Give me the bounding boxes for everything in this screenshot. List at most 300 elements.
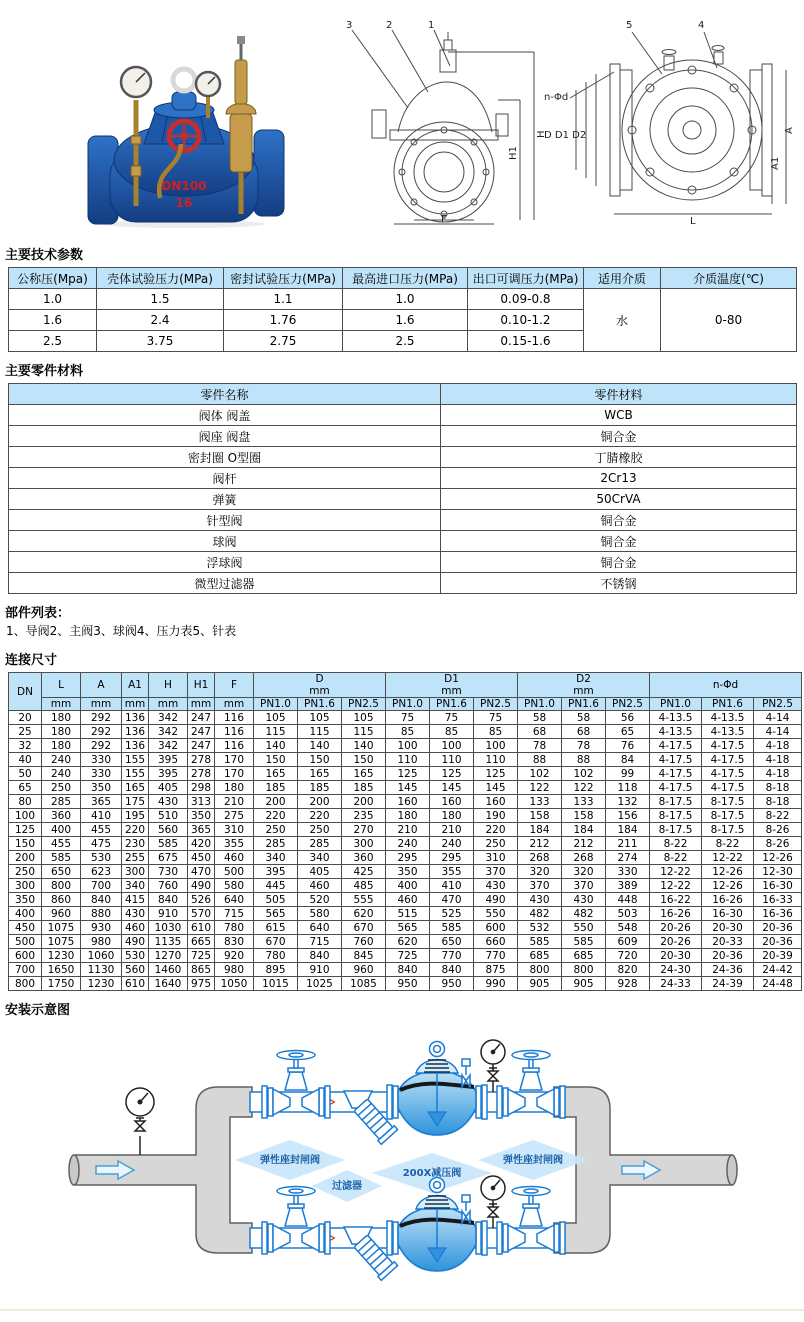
table-cell: 8-22 <box>650 837 702 851</box>
table-cell: 725 <box>386 949 430 963</box>
table-cell: 300 <box>342 837 386 851</box>
table-cell: 292 <box>81 711 122 725</box>
table-cell: 865 <box>188 963 215 977</box>
table-cell: 295 <box>386 851 430 865</box>
table-cell: 455 <box>42 837 81 851</box>
unit-header: mm <box>122 698 149 711</box>
table-cell: 133 <box>562 795 606 809</box>
table-cell: 1.0 <box>343 289 468 310</box>
table-cell: 85 <box>474 725 518 739</box>
table-cell: 610 <box>188 921 215 935</box>
table-row <box>9 921 802 935</box>
table-row <box>9 865 802 879</box>
table-cell: 780 <box>215 921 254 935</box>
table-cell: 210 <box>430 823 474 837</box>
table-cell: 389 <box>606 879 650 893</box>
table-cell: 180 <box>42 725 81 739</box>
table-cell: 840 <box>149 893 188 907</box>
table-cell: 298 <box>188 781 215 795</box>
table-cell: 80 <box>9 795 42 809</box>
table-cell: 浮球阀 <box>9 552 441 573</box>
table-row <box>9 935 802 949</box>
table-cell: 12-26 <box>702 865 754 879</box>
pressure-reducing-valve-icon <box>387 1178 487 1272</box>
table-cell: 320 <box>562 865 606 879</box>
table-cell: 180 <box>215 781 254 795</box>
table-cell: 12-26 <box>702 879 754 893</box>
table-cell: 175 <box>122 795 149 809</box>
table-cell: 980 <box>215 963 254 977</box>
table-cell: 116 <box>215 711 254 725</box>
unit-header: mm <box>42 698 81 711</box>
table-cell: 960 <box>42 907 81 921</box>
table-cell: 715 <box>215 907 254 921</box>
table-cell: 1.0 <box>9 289 97 310</box>
table-cell: 520 <box>298 893 342 907</box>
table-cell: 240 <box>430 837 474 851</box>
col-header: 零件材料 <box>441 384 797 405</box>
table-cell: 20-26 <box>650 935 702 949</box>
temp-range-cell: 0-80 <box>661 289 797 352</box>
table-cell: 330 <box>81 767 122 781</box>
table-cell: 395 <box>149 753 188 767</box>
table-cell: 170 <box>215 753 254 767</box>
table-cell: 78 <box>518 739 562 753</box>
table-cell: 铜合金 <box>441 510 797 531</box>
table-cell: 210 <box>386 823 430 837</box>
table-cell: 2.4 <box>97 310 224 331</box>
table-cell: 220 <box>298 809 342 823</box>
table-cell: 928 <box>606 977 650 991</box>
table-row <box>9 963 802 977</box>
table-cell: 485 <box>342 879 386 893</box>
table-cell: 875 <box>474 963 518 977</box>
table-cell: 4-17.5 <box>650 767 702 781</box>
table-cell: 118 <box>606 781 650 795</box>
table-cell: 12-22 <box>702 851 754 865</box>
table-cell: 730 <box>149 865 188 879</box>
table-cell: 268 <box>562 851 606 865</box>
table-cell: 116 <box>215 725 254 739</box>
table-cell: 430 <box>518 893 562 907</box>
photo-badge-dn: DN100 <box>161 179 207 193</box>
table-cell: 20-39 <box>754 949 802 963</box>
table-row <box>9 879 802 893</box>
table-cell: 490 <box>188 879 215 893</box>
callout-2: 2 <box>386 20 393 31</box>
table-cell: 180 <box>42 739 81 753</box>
table-cell: WCB <box>441 405 797 426</box>
table-cell: 450 <box>9 921 42 935</box>
table-cell: 4-14 <box>754 725 802 739</box>
table-cell: 8-26 <box>754 823 802 837</box>
table-cell: 1750 <box>42 977 81 991</box>
table-cell: 16-26 <box>650 907 702 921</box>
table-cell: 12-30 <box>754 865 802 879</box>
table-cell: 180 <box>42 711 81 725</box>
table-cell: 丁腈橡胶 <box>441 447 797 468</box>
table-cell: 532 <box>518 921 562 935</box>
table-cell: 弹簧 <box>9 489 441 510</box>
table-cell: 150 <box>342 753 386 767</box>
table-cell: 165 <box>342 767 386 781</box>
table-cell: 600 <box>474 921 518 935</box>
table-cell: 560 <box>149 823 188 837</box>
table-cell: 24-30 <box>650 963 702 977</box>
table-cell: 160 <box>430 795 474 809</box>
table-cell: 342 <box>149 739 188 753</box>
table-cell: 342 <box>149 711 188 725</box>
table-row <box>9 893 802 907</box>
table-cell: 715 <box>298 935 342 949</box>
table-cell: 32 <box>9 739 42 753</box>
table-cell: 355 <box>430 865 474 879</box>
table-cell: 565 <box>386 921 430 935</box>
table-cell: 1085 <box>342 977 386 991</box>
tech-params-title: 主要技术参数 <box>5 248 84 263</box>
table-cell: 8-22 <box>650 851 702 865</box>
label-d-d1-d2: D D1 D2 <box>544 130 587 141</box>
unit-header: mm <box>188 698 215 711</box>
installation-diagram <box>0 1022 804 1318</box>
inlet-gauge-assembly <box>126 1088 154 1155</box>
table-cell: 292 <box>81 739 122 753</box>
table-cell: 85 <box>386 725 430 739</box>
col-header: 介质温度(℃) <box>661 268 797 289</box>
photo-badge-pn: 16 <box>175 196 193 210</box>
parts-list-text: 1、导阀2、主阀3、球阀4、压力表5、针表 <box>6 624 237 638</box>
table-cell: 68 <box>562 725 606 739</box>
table-cell: 78 <box>562 739 606 753</box>
table-cell: 0.10-1.2 <box>468 310 584 331</box>
table-cell: 铜合金 <box>441 552 797 573</box>
col-header: 出口可调压力(MPa) <box>468 268 584 289</box>
valve-photo-graphic <box>60 18 310 230</box>
table-subheader-row <box>9 698 802 711</box>
table-cell: 140 <box>342 739 386 753</box>
table-cell: 620 <box>386 935 430 949</box>
table-cell: 100 <box>430 739 474 753</box>
table-cell: 100 <box>474 739 518 753</box>
table-cell: 247 <box>188 739 215 753</box>
table-cell: 99 <box>606 767 650 781</box>
table-cell: 0.15-1.6 <box>468 331 584 352</box>
table-cell: 230 <box>122 837 149 851</box>
table-cell: 155 <box>122 753 149 767</box>
table-row <box>9 289 797 310</box>
table-cell: 960 <box>342 963 386 977</box>
table-cell: 1.6 <box>9 310 97 331</box>
table-cell: 100 <box>386 739 430 753</box>
table-cell: 395 <box>254 865 298 879</box>
table-cell: 1025 <box>298 977 342 991</box>
table-cell: 24-33 <box>650 977 702 991</box>
table-cell: 3.75 <box>97 331 224 352</box>
table-cell: 165 <box>298 767 342 781</box>
table-cell: 505 <box>254 893 298 907</box>
gate-valve-label: 弹性座封闸阀 <box>260 1155 320 1167</box>
table-cell: 115 <box>342 725 386 739</box>
table-cell: 4-13.5 <box>702 711 754 725</box>
table-cell: 430 <box>474 879 518 893</box>
dim-h: H <box>536 130 547 138</box>
callout-4: 4 <box>698 20 705 31</box>
table-cell: 880 <box>81 907 122 921</box>
table-row <box>9 552 797 573</box>
table-cell: 8-17.5 <box>650 823 702 837</box>
table-cell: 920 <box>215 949 254 963</box>
right-flange <box>254 130 284 216</box>
table-cell: 8-18 <box>754 795 802 809</box>
table-cell: 150 <box>9 837 42 851</box>
table-cell: 180 <box>430 809 474 823</box>
table-cell: 895 <box>254 963 298 977</box>
table-cell: 623 <box>81 865 122 879</box>
table-cell: 420 <box>188 837 215 851</box>
table-cell: 0.09-0.8 <box>468 289 584 310</box>
table-cell: 460 <box>122 921 149 935</box>
dim-l: L <box>690 216 696 227</box>
col-header: 公称压(Mpa) <box>9 268 97 289</box>
table-cell: 150 <box>298 753 342 767</box>
table-cell: 760 <box>342 935 386 949</box>
table-row <box>9 510 797 531</box>
table-header-row <box>9 384 797 405</box>
table-row <box>9 907 802 921</box>
pn-header: PN2.5 <box>754 698 802 711</box>
materials-title: 主要零件材料 <box>5 364 84 379</box>
col-header-dn: DN <box>9 673 42 711</box>
table-cell: 8-17.5 <box>650 809 702 823</box>
table-cell: 75 <box>474 711 518 725</box>
table-cell: 微型过滤器 <box>9 573 441 594</box>
table-cell: 285 <box>42 795 81 809</box>
table-cell: 470 <box>430 893 474 907</box>
gate-valve-label: 弹性座封闸阀 <box>503 1155 563 1167</box>
table-cell: 270 <box>342 823 386 837</box>
table-cell: 球阀 <box>9 531 441 552</box>
table-cell: 20-26 <box>650 921 702 935</box>
table-cell: 8-17.5 <box>702 809 754 823</box>
table-cell: 770 <box>474 949 518 963</box>
table-cell: 155 <box>122 767 149 781</box>
table-cell: 500 <box>9 935 42 949</box>
table-cell: 910 <box>298 963 342 977</box>
table-cell: 184 <box>606 823 650 837</box>
table-cell: 275 <box>215 809 254 823</box>
table-cell: 482 <box>562 907 606 921</box>
table-cell: 68 <box>518 725 562 739</box>
table-cell: 105 <box>254 711 298 725</box>
table-cell: 20 <box>9 711 42 725</box>
top-images-row <box>0 0 804 236</box>
table-cell: 20-30 <box>650 949 702 963</box>
table-cell: 585 <box>42 851 81 865</box>
callout-5: 5 <box>626 20 633 31</box>
table-row <box>9 739 802 753</box>
table-cell: 350 <box>81 781 122 795</box>
filter-label: 过滤器 <box>332 1181 362 1193</box>
table-cell: 24-39 <box>702 977 754 991</box>
medium-cell: 水 <box>584 289 661 352</box>
table-cell: 247 <box>188 711 215 725</box>
table-cell: 1460 <box>149 963 188 977</box>
table-cell: 110 <box>386 753 430 767</box>
table-cell: 200 <box>298 795 342 809</box>
table-cell: 25 <box>9 725 42 739</box>
table-cell: 240 <box>42 767 81 781</box>
table-cell: 185 <box>342 781 386 795</box>
side-drawing-graphic <box>540 12 804 230</box>
table-cell: 640 <box>298 921 342 935</box>
table-cell: 675 <box>149 851 188 865</box>
table-cell: 515 <box>386 907 430 921</box>
table-cell: 133 <box>518 795 562 809</box>
pn-header: PN1.6 <box>562 698 606 711</box>
table-cell: 555 <box>342 893 386 907</box>
table-cell: 145 <box>474 781 518 795</box>
table-cell: 180 <box>386 809 430 823</box>
pn-header: PN1.6 <box>702 698 754 711</box>
pn-header: PN1.0 <box>518 698 562 711</box>
table-cell: 200 <box>9 851 42 865</box>
table-cell: 565 <box>254 907 298 921</box>
table-cell: 665 <box>188 935 215 949</box>
table-cell: 460 <box>298 879 342 893</box>
table-cell: 65 <box>606 725 650 739</box>
table-cell: 700 <box>81 879 122 893</box>
table-cell: 4-17.5 <box>650 739 702 753</box>
table-cell: 448 <box>606 893 650 907</box>
tech-params-table <box>8 267 797 352</box>
table-cell: 8-17.5 <box>702 795 754 809</box>
table-cell: 4-17.5 <box>702 739 754 753</box>
table-row <box>9 489 797 510</box>
table-cell: 800 <box>9 977 42 991</box>
product-photo <box>60 18 310 234</box>
table-cell: 525 <box>430 907 474 921</box>
table-cell: 560 <box>122 963 149 977</box>
table-cell: 184 <box>562 823 606 837</box>
table-cell: 548 <box>606 921 650 935</box>
table-cell: 530 <box>122 949 149 963</box>
table-cell: 450 <box>188 851 215 865</box>
table-cell: 425 <box>342 865 386 879</box>
table-cell: 1075 <box>42 921 81 935</box>
table-cell: 16-22 <box>650 893 702 907</box>
dim-f: F <box>441 214 447 225</box>
table-cell: 50 <box>9 767 42 781</box>
table-row <box>9 949 802 963</box>
table-cell: 185 <box>254 781 298 795</box>
table-cell: 85 <box>430 725 474 739</box>
table-cell: 20-36 <box>702 949 754 963</box>
table-cell: 12-26 <box>754 851 802 865</box>
table-cell: 355 <box>215 837 254 851</box>
table-cell: 1.6 <box>343 310 468 331</box>
table-cell: 76 <box>606 739 650 753</box>
table-cell: 铜合金 <box>441 426 797 447</box>
table-cell: 445 <box>254 879 298 893</box>
table-cell: 350 <box>9 893 42 907</box>
table-cell: 160 <box>474 795 518 809</box>
table-header-row <box>9 268 797 289</box>
table-cell: 阀体 阀盖 <box>9 405 441 426</box>
table-cell: 1650 <box>42 963 81 977</box>
table-cell: 115 <box>254 725 298 739</box>
table-cell: 350 <box>386 865 430 879</box>
table-cell: 313 <box>188 795 215 809</box>
table-cell: 4-18 <box>754 753 802 767</box>
table-cell: 475 <box>81 837 122 851</box>
table-cell: 200 <box>342 795 386 809</box>
table-cell: 1640 <box>149 977 188 991</box>
table-cell: 430 <box>562 893 606 907</box>
table-cell: 580 <box>215 879 254 893</box>
table-cell: 1.5 <box>97 289 224 310</box>
table-row <box>9 781 802 795</box>
table-cell: 密封圈 O型圈 <box>9 447 441 468</box>
col-header: H <box>149 673 188 698</box>
table-cell: 102 <box>562 767 606 781</box>
table-cell: 阀座 阀盘 <box>9 426 441 447</box>
col-header: 适用介质 <box>584 268 661 289</box>
table-cell: 铜合金 <box>441 531 797 552</box>
table-cell: 503 <box>606 907 650 921</box>
table-cell: 136 <box>122 711 149 725</box>
table-cell: 300 <box>9 879 42 893</box>
table-cell: 220 <box>254 809 298 823</box>
table-cell: 250 <box>9 865 42 879</box>
table-row <box>9 573 797 594</box>
table-cell: 860 <box>42 893 81 907</box>
table-row <box>9 823 802 837</box>
col-header: 零件名称 <box>9 384 441 405</box>
table-cell: 405 <box>149 781 188 795</box>
col-header: 壳体试验压力(MPa) <box>97 268 224 289</box>
group-header-D1: D1 mm <box>386 673 518 698</box>
table-cell: 400 <box>386 879 430 893</box>
table-cell: 122 <box>518 781 562 795</box>
table-cell: 320 <box>518 865 562 879</box>
table-cell: 490 <box>474 893 518 907</box>
table-cell: 16-30 <box>702 907 754 921</box>
table-cell: 410 <box>430 879 474 893</box>
table-cell: 430 <box>149 795 188 809</box>
table-cell: 1130 <box>81 963 122 977</box>
table-cell: 140 <box>254 739 298 753</box>
unit-header: mm <box>215 698 254 711</box>
pn-header: PN2.5 <box>606 698 650 711</box>
unit-header: mm <box>81 698 122 711</box>
pn-header: PN1.6 <box>298 698 342 711</box>
table-cell: 609 <box>606 935 650 949</box>
table-cell: 88 <box>562 753 606 767</box>
table-cell: 158 <box>562 809 606 823</box>
table-cell: 342 <box>149 725 188 739</box>
table-cell: 250 <box>254 823 298 837</box>
table-cell: 185 <box>298 781 342 795</box>
table-cell: 405 <box>298 865 342 879</box>
table-cell: 12-22 <box>650 865 702 879</box>
col-header: F <box>215 673 254 698</box>
table-cell: 980 <box>81 935 122 949</box>
table-cell: 75 <box>430 711 474 725</box>
materials-table <box>8 383 797 594</box>
table-header-row <box>9 673 802 698</box>
table-cell: 165 <box>122 781 149 795</box>
table-cell: 585 <box>430 921 474 935</box>
